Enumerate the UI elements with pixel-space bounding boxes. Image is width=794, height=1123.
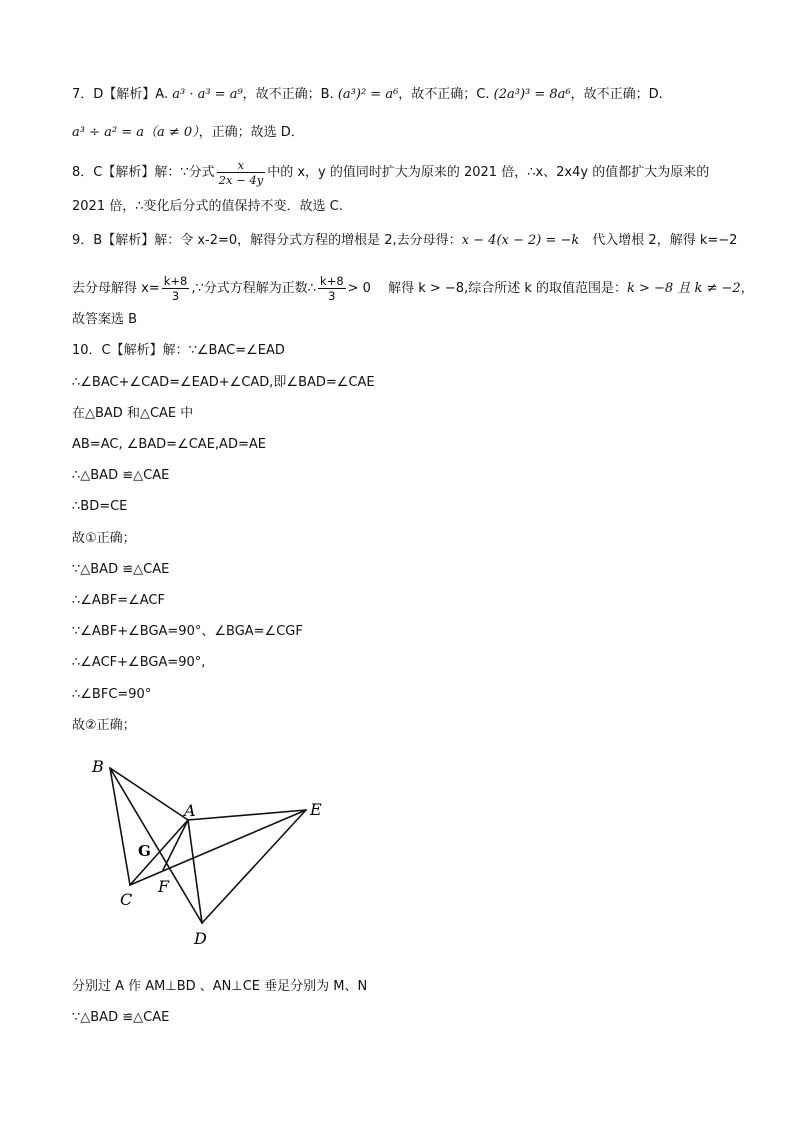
q8-line2: 2021 倍，∴变化后分式的值保持不变．故选 C.: [72, 199, 343, 214]
q9-line2: [72, 274, 754, 303]
q9-fraction-2: [318, 274, 346, 303]
q7-math-b: (a³)² = a⁶: [337, 87, 399, 102]
q10-line: ∴BD=CE: [72, 499, 128, 514]
q10-line: ∴△BAD ≌△CAE: [72, 468, 170, 483]
segment-AE: [188, 810, 306, 820]
q10-line: ∴∠ABF=∠ACF: [72, 593, 165, 608]
q10-line: AB=AC, ∠BAD=∠CAE,AD=AE: [72, 437, 266, 452]
q9-frac1-num: k+8: [163, 274, 188, 288]
q10-line: 故②正确；: [72, 718, 136, 733]
label-C: C: [120, 890, 133, 909]
q10-line: ∵∠ABF+∠BGA=90°、∠BGA=∠CGF: [72, 624, 303, 639]
label-E: E: [310, 800, 322, 819]
q10-line: ∵△BAD ≌△CAE: [72, 562, 170, 577]
label-D: D: [194, 929, 207, 948]
q9-fraction-1: [162, 274, 190, 303]
q10-line: ∴∠BFC=90°: [72, 687, 152, 702]
label-A: A: [184, 801, 196, 820]
q7-text-d: ，故不正确；D.: [570, 87, 663, 102]
q8-line1: [72, 158, 709, 187]
label-G: G: [138, 842, 151, 860]
after-line: ∵△BAD ≌△CAE: [72, 1010, 170, 1025]
q8-text-a: 8．C【解析】解：∵分式: [72, 165, 215, 180]
q8-text-b: 中的 x，y 的值同时扩大为原来的 2021 倍，∴x、2x4y 的值都扩大为原来的: [267, 165, 710, 180]
q7-math-d: a³ ÷ a² = a（a ≠ 0）: [72, 125, 199, 140]
label-B: B: [92, 757, 104, 776]
q9-text-a: 9．B【解析】解：令 x-2=0，解得分式方程的增根是 2,去分母得：: [72, 233, 462, 248]
q10-line: ∴∠BAC+∠CAD=∠EAD+∠CAD,即∠BAD=∠CAE: [72, 375, 375, 390]
segment-AD: [188, 820, 202, 923]
q7-line1: [72, 86, 663, 104]
label-F: F: [158, 877, 170, 896]
q9-math-b: k > −8 且 k ≠ −2: [627, 281, 741, 296]
q9-text-e: > 0 解得 k > −8,综合所述 k 的取值范围是：: [347, 281, 627, 296]
q8-frac-den: 2x − 4y: [218, 173, 264, 187]
q9-text-f: ，: [740, 281, 754, 296]
q9-line1: [72, 232, 737, 250]
q10-line: 在△BAD 和△CAE 中: [72, 406, 194, 421]
q9-line3: 故答案选 B: [72, 312, 138, 327]
segment-ED: [202, 810, 306, 923]
q8-fraction: [217, 158, 266, 187]
q7-conclusion: ，正确；故选 D．: [198, 125, 304, 140]
q7-math-a: a³ · a³ = a⁹: [172, 87, 243, 102]
q9-frac1-den: 3: [162, 288, 190, 303]
after-line: 分别过 A 作 AM⊥BD 、AN⊥CE 垂足分别为 M、N: [72, 979, 368, 994]
q9-text-b: 代入增根 2，解得 k=−2: [592, 233, 738, 248]
q7-text-c: ，故不正确；C.: [398, 87, 494, 102]
q7-math-c: (2a³)³ = 8a⁶: [493, 87, 571, 102]
q9-frac2-num: k+8: [320, 274, 344, 288]
q9-frac2-den: 3: [318, 288, 346, 303]
q10-line: 10．C【解析】解：∵∠BAC=∠EAD: [72, 343, 285, 358]
q9-text-c: 去分母解得 x=: [72, 281, 160, 296]
q8-frac-num: x: [237, 158, 245, 172]
q10-line: ∴∠ACF+∠BGA=90°,: [72, 655, 206, 670]
q9-math-a: x − 4(x − 2) = −k: [461, 233, 580, 248]
q7-line2: [72, 124, 304, 142]
q7-text-a: 7．D【解析】A.: [72, 87, 173, 102]
geometry-figure: [88, 752, 348, 952]
q7-text-b: ，故不正确；B.: [242, 87, 338, 102]
q10-line: 故①正确；: [72, 531, 136, 546]
segment-BA: [110, 768, 188, 820]
q9-text-d: ,∵分式方程解为正数∴: [191, 281, 317, 296]
